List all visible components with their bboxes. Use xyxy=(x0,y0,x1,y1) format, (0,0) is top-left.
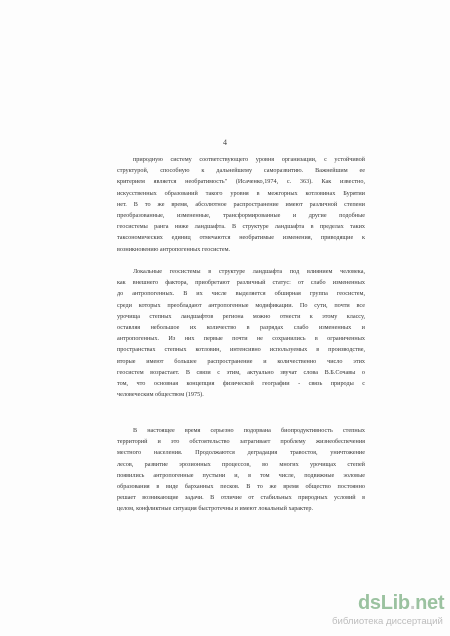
text-line: до антропогенных. В их числе выделяется обширная группа геосистем, xyxy=(117,290,365,298)
text-line: территорий и это обстоятельство затрагивает проблему жизнеобеспечения xyxy=(117,438,365,446)
text-line: таксономических единиц отмечаются необратимые изменения, приводящие к xyxy=(117,234,365,242)
text-line: структурой, способную к дальнейшему саморазвитию. Важнейшим ее xyxy=(117,167,365,175)
text-line: человеческим обществом (1975). xyxy=(117,391,204,399)
text-line: лесов, развитие эрозионных процессов, во многих урочищах степей xyxy=(117,460,365,468)
page-number: 4 xyxy=(223,138,227,147)
text-line: среди которых преобладают антропогенные модификации. По сути, почти все xyxy=(117,301,365,309)
text-line: появились антропогенные пустыни и, в том числе, подвижные эоловые xyxy=(117,471,365,479)
text-line: том, что основная концепция физической географии - связь природы с xyxy=(117,379,365,387)
text-line: оставляя небольшое их количество в разрядах слабо измененных и xyxy=(117,323,365,331)
watermark-logo-tld: net xyxy=(415,592,445,614)
text-line: местного населения. Продолжаются деградация травостоя, уничтожение xyxy=(117,449,365,457)
text-line: геосистемы ранга ниже ландшафта. В структуре ландшафта в пределах таких xyxy=(117,223,365,231)
text-line: В настоящее время серьезно подорвана биопродуктивность степных xyxy=(133,427,365,434)
text-line: урочища степных ландшафтов региона можно отнести к этому классу, xyxy=(117,312,365,320)
dslib-watermark xyxy=(330,592,448,634)
text-line: искусственных образований такого уровня в межгорных котловинах Бурятии xyxy=(117,189,365,197)
text-line: вторые имеют большее распространение и количественно число этих xyxy=(117,357,365,365)
text-line: как внешнего фактора, приобретают различный статус: от слабо измененных xyxy=(117,279,365,287)
text-line: решает возникающие задачи. В отличие от стабильных природных условий в xyxy=(117,494,365,502)
watermark-logo-main: dsLib xyxy=(358,592,410,614)
text-line: антропогенных. Из них первые почти не сохранились в ограниченных xyxy=(117,335,365,343)
text-line: преобразованные, измененные, трансформированные и другие подобные xyxy=(117,211,365,219)
paragraph-2 xyxy=(117,266,365,400)
watermark-logo-dot: . xyxy=(409,592,416,614)
text-line: пространствах степных котловин, интенсивно используемых в производстве, xyxy=(117,346,365,354)
text-line: целом, конфликтные ситуация быстротечны и имеют локальный характер. xyxy=(117,505,314,513)
text-line: возникновению антропогенных геосистем. xyxy=(117,245,231,253)
text-line: геосистем возрастает. В связи с этим, актуально звучат слова В.Б.Сочавы о xyxy=(117,368,365,376)
text-line: нет. В то же время, абсолютное распространение имеют различной степени xyxy=(117,200,365,208)
watermark-logo xyxy=(358,592,444,615)
paragraph-1 xyxy=(117,154,365,255)
watermark-tagline: библиотека диссертаций xyxy=(332,616,443,627)
text-line: Локальные геосистемы в структуре ландшафта под влиянием человека, xyxy=(133,268,365,275)
text-line: критерием является необратимость" (Исаченко,1974, с. 363). Как известно, xyxy=(117,178,365,186)
text-line: природную систему соответствующего уровня организации, с устойчивой xyxy=(133,156,365,163)
paragraph-3 xyxy=(117,425,365,515)
text-line: образования в виде барханных песков. В то же время общество постоянно xyxy=(117,482,365,490)
